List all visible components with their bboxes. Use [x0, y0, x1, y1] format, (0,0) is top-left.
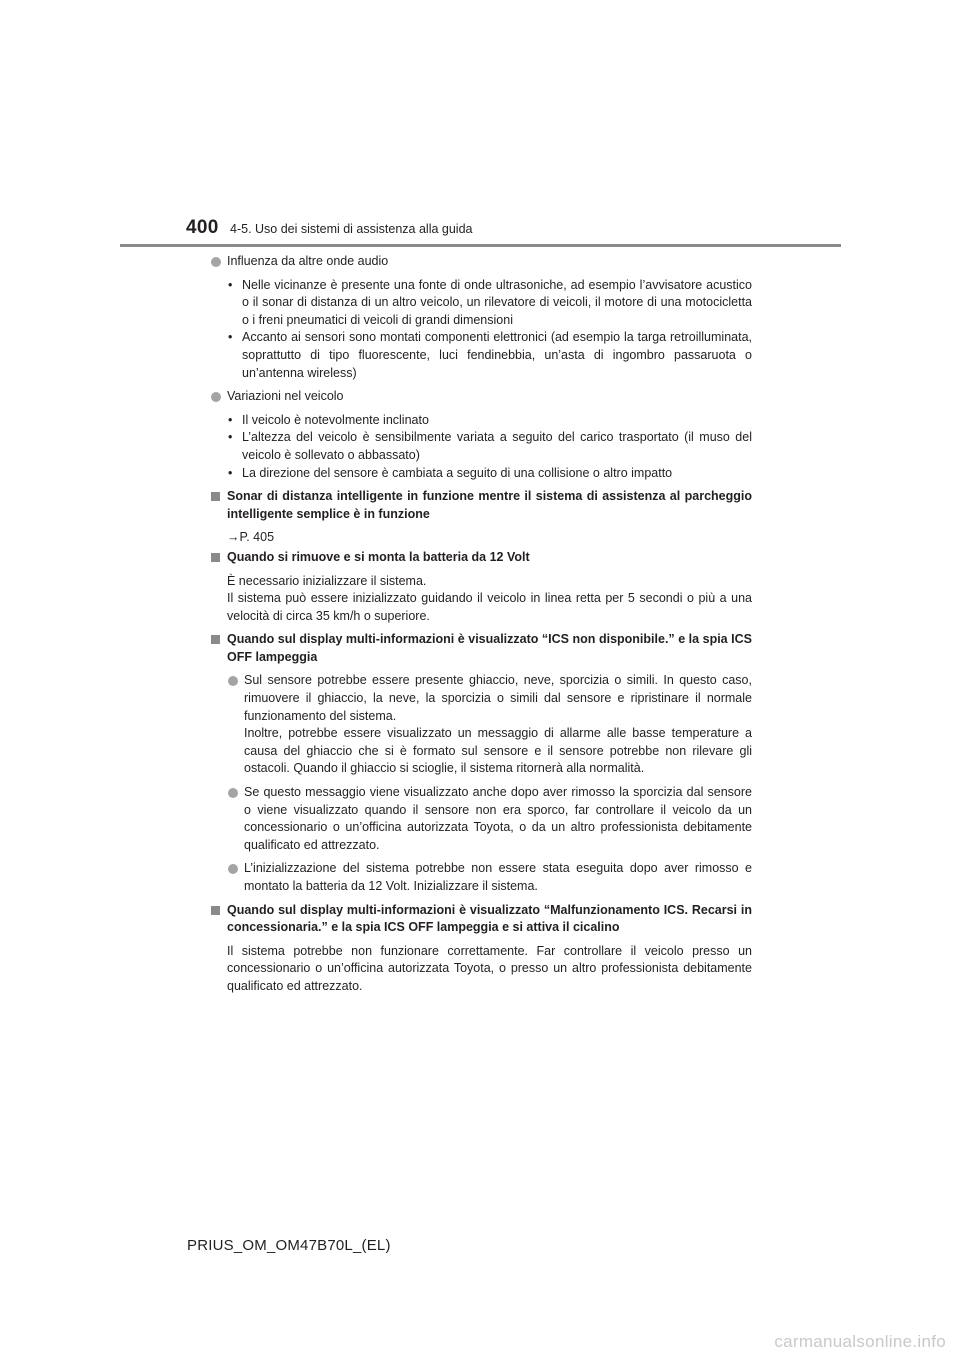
- sub-list: [210, 277, 752, 383]
- section-heading: [210, 549, 752, 567]
- sub-item-text: Il veicolo è notevolmente inclinato: [242, 412, 429, 427]
- sub-item: [227, 412, 752, 430]
- sub-item-text: Accanto ai sensori sono montati componenti elettronici (ad esempio la targa retroilluminata, soprattutto di tipo fluorescente, luci fendinebbia, un’asta di ingombro passaruota o un’antenna wireless): [242, 330, 752, 380]
- section-heading: [210, 902, 752, 937]
- watermark: carmanualsonline.info: [774, 1332, 946, 1351]
- section-heading-text: Quando si rimuove e si monta la batteria da 12 Volt: [227, 549, 530, 564]
- bullet-item: [210, 388, 752, 406]
- sub-item-text: La direzione del sensore è cambiata a seguito di una collisione o altro impatto: [242, 465, 673, 480]
- bullet-dot-icon: [211, 392, 221, 402]
- bullet-dot-icon: [228, 788, 238, 798]
- section-heading-text: Sonar di distanza intelligente in funzione mentre il sistema di assistenza al parcheggio intelligente semplice è in funzione: [227, 489, 752, 521]
- section-title: 4-5. Uso dei sistemi di assistenza alla guida: [230, 222, 473, 236]
- page-number: 400: [186, 217, 219, 238]
- sub-item: [227, 329, 752, 382]
- bullet-item: [227, 784, 752, 854]
- sub-list: [210, 412, 752, 482]
- section-heading: [210, 488, 752, 523]
- sub-item: [227, 429, 752, 464]
- bullet-dot-icon: [228, 676, 238, 686]
- section-heading-text: Quando sul display multi-informazioni è visualizzato “ICS non disponibile.” e la spia ICS OFF lampeggia: [227, 632, 752, 664]
- section-heading-text: Quando sul display multi-informazioni è visualizzato “Malfunzionamento ICS. Recarsi in concessionaria.” e la spia ICS OFF lampeggia e si attiva il cicalino: [227, 902, 752, 935]
- bullet-text: Inoltre, potrebbe essere visualizzato un messaggio di allarme alle basse temperature a causa del ghiaccio che si è formato sul sensore e il sensore potrebbe non rilevare gli ostacoli. Quando il ghiaccio si scioglie, il sistema ritornerà alla normalità.: [244, 726, 752, 776]
- header-divider: [120, 244, 841, 247]
- sub-item-text: L’altezza del veicolo è sensibilmente variata a seguito del carico trasportato (il muso del veicolo è sollevato o abbassato): [242, 430, 752, 462]
- bullet-text: Sul sensore potrebbe essere presente ghiaccio, neve, sporcizia o simili. In questo caso, rimuovere il ghiaccio, la neve, la sporcizia o simili dal sensore e ripristinare il normale funzionamento del sistema.: [244, 673, 752, 723]
- document-code: PRIUS_OM_OM47B70L_(EL): [187, 1237, 391, 1254]
- square-bullet-icon: [211, 906, 220, 915]
- page-content: [210, 253, 752, 996]
- bullet-marker-icon: •: [228, 430, 233, 445]
- bullet-marker-icon: •: [228, 277, 233, 292]
- square-bullet-icon: [211, 492, 220, 501]
- square-bullet-icon: [211, 635, 220, 644]
- section-body: Il sistema potrebbe non funzionare correttamente. Far controllare il veicolo presso un concessionario o un’officina autorizzata Toyota, o presso un altro professionista debitamente qualificato ed attrezzato.: [227, 943, 752, 993]
- section-heading: [210, 631, 752, 666]
- body-line: È necessario inizializzare il sistema.: [227, 573, 427, 588]
- section-body: [210, 672, 752, 895]
- bullet-heading: Variazioni nel veicolo: [227, 389, 344, 404]
- bullet-heading: Influenza da altre onde audio: [227, 254, 389, 268]
- bullet-item: [227, 860, 752, 895]
- section-body: [210, 573, 752, 626]
- bullet-dot-icon: [211, 257, 221, 267]
- bullet-marker-icon: •: [228, 412, 233, 427]
- bullet-dot-icon: [228, 864, 238, 874]
- bullet-text: L’inizializzazione del sistema potrebbe non essere stata eseguita dopo aver rimosso e montato la batteria da 12 Volt. Inizializzare il sistema.: [244, 861, 752, 893]
- page-reference: →P. 405: [227, 530, 275, 545]
- bullet-marker-icon: •: [228, 465, 233, 480]
- bullet-marker-icon: •: [228, 330, 233, 345]
- square-bullet-icon: [211, 553, 220, 562]
- bullet-text: Se questo messaggio viene visualizzato anche dopo aver rimosso la sporcizia dal sensore o viene visualizzato quando il sensore non era sporco, far controllare il veicolo da un concessionario o un’officina autorizzata Toyota, o da un altro professionista debitamente qualificato ed attrezzato.: [244, 785, 752, 852]
- bullet-item: [227, 672, 752, 778]
- sub-item: [227, 277, 752, 330]
- sub-item: [227, 465, 752, 483]
- body-line: Il sistema può essere inizializzato guidando il veicolo in linea retta per 5 secondi o più a una velocità di circa 35 km/h o superiore.: [227, 591, 752, 623]
- bullet-item: [210, 253, 752, 271]
- sub-item-text: Nelle vicinanze è presente una fonte di onde ultrasoniche, ad esempio l’avvisatore acustico o il sonar di distanza di un altro veicolo, un rilevatore di veicoli, il motore di una motocicletta o i freni pneumatici di veicoli di grandi dimensioni: [242, 277, 752, 327]
